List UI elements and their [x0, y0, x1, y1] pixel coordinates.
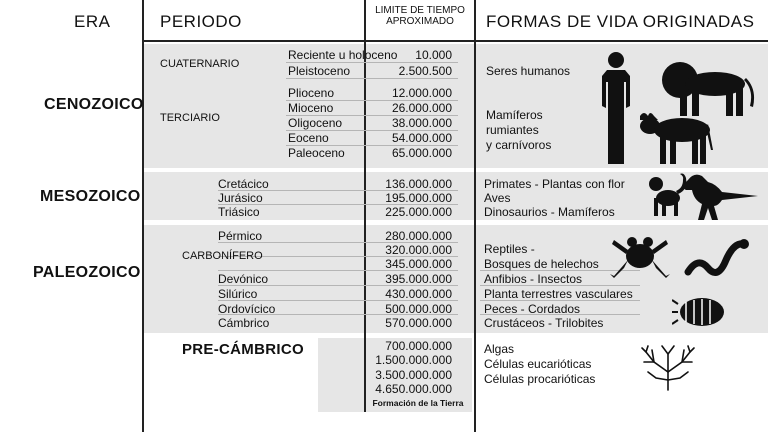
life-form: Aves [484, 191, 511, 205]
period-name: Ordovícico [218, 302, 276, 316]
period-name: Cámbrico [218, 316, 270, 330]
header-limite-line1: LIMITE DE TIEMPO [375, 5, 465, 16]
header-formas: FORMAS DE VIDA ORIGINADAS [486, 12, 755, 31]
precambrico-value: 3.500.000.000 [375, 368, 452, 382]
period-value: 570.000.000 [385, 316, 452, 330]
period-value: 395.000.000 [385, 272, 452, 286]
period-value: 320.000.000 [385, 243, 452, 257]
period-value: 345.000.000 [385, 257, 452, 271]
epoch-value: 12.000.000 [391, 86, 452, 100]
life-form: Reptiles - [484, 242, 535, 256]
era-cenozoico: CENOZOICO [44, 96, 144, 113]
life-form: Células eucarióticas [484, 357, 592, 371]
life-form: y carnívoros [486, 138, 552, 152]
header-underline [142, 40, 768, 42]
epoch-name: Paleoceno [288, 146, 345, 160]
life-form: Mamíferos [486, 108, 543, 122]
epoch-value: 38.000.000 [391, 116, 452, 130]
period-name: Pérmico [218, 229, 263, 243]
human-icon [594, 50, 638, 164]
life-form: Primates - Plantas con flor [484, 177, 625, 191]
precambrico-value: 1.500.000.000 [375, 353, 452, 367]
row-separator [286, 78, 458, 79]
period-value: 500.000.000 [385, 302, 452, 316]
frog-icon [608, 232, 672, 282]
bull-icon [638, 110, 714, 166]
header-limite [370, 5, 470, 27]
period-terciario: TERCIARIO [160, 112, 220, 124]
row-separator [286, 62, 458, 63]
header-limite-line2: APROXIMADO [386, 16, 454, 27]
tree-icon [640, 344, 696, 392]
header-era: ERA [74, 12, 111, 31]
snake-icon [684, 236, 750, 280]
epoch-value: 65.000.000 [391, 146, 452, 160]
header-periodo: PERIODO [160, 12, 242, 31]
life-form: Algas [484, 342, 515, 356]
formacion-tierra: Formación de la Tierra [372, 398, 464, 408]
period-value: 225.000.000 [385, 205, 452, 219]
period-carbonifero: CARBONÍFERO [182, 250, 263, 262]
trilobite-icon [672, 294, 728, 330]
life-form: Anfibios - Insectos [484, 272, 583, 286]
lion-icon [660, 58, 756, 118]
precambrico-value: 700.000.000 [385, 339, 452, 353]
period-value: 136.000.000 [385, 177, 452, 191]
life-form: Dinosaurios - Mamíferos [484, 205, 615, 219]
period-name: Cretácico [218, 177, 269, 191]
period-value: 430.000.000 [385, 287, 452, 301]
epoch-value: 10.000 [415, 48, 452, 62]
life-form: Células procarióticas [484, 372, 596, 386]
life-form: Crustáceos - Trilobites [484, 316, 604, 330]
period-name: Triásico [218, 205, 260, 219]
life-form: rumiantes [486, 123, 539, 137]
epoch-value: 26.000.000 [391, 101, 452, 115]
epoch-name: Reciente u holoceno [288, 48, 398, 62]
period-name: Devónico [218, 272, 269, 286]
epoch-name: Eoceno [288, 131, 329, 145]
life-form: Planta terrestres vasculares [484, 287, 633, 301]
period-value: 195.000.000 [385, 191, 452, 205]
life-form: Peces - Cordados [484, 302, 581, 316]
epoch-name: Pleistoceno [288, 64, 351, 78]
precambrico-value: 4.650.000.000 [375, 382, 452, 396]
epoch-name: Oligoceno [288, 116, 343, 130]
period-name: Jurásico [218, 191, 263, 205]
life-form: Seres humanos [486, 64, 571, 78]
period-name: Silúrico [218, 287, 258, 301]
epoch-value: 2.500.500 [398, 64, 452, 78]
life-form: Bosques de helechos [484, 257, 599, 271]
era-paleozoico: PALEOZOICO [33, 264, 141, 281]
column-divider-limite-overlay [474, 44, 476, 432]
period-cuaternario: CUATERNARIO [160, 58, 240, 70]
era-precambrico: PRE-CÁMBRICO [182, 341, 304, 358]
epoch-name: Plioceno [288, 86, 335, 100]
period-value: 280.000.000 [385, 229, 452, 243]
dinosaur-icon [684, 170, 760, 220]
era-mesozoico: MESOZOICO [40, 188, 141, 205]
epoch-name: Mioceno [288, 101, 334, 115]
epoch-value: 54.000.000 [391, 131, 452, 145]
